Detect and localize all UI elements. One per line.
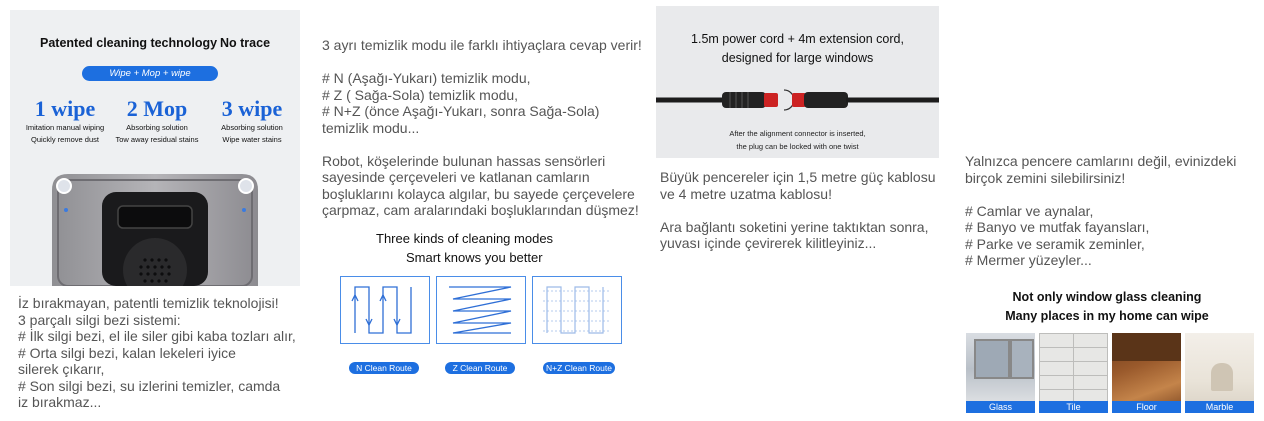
n-route-path (341, 277, 429, 343)
robot-illustration (40, 160, 270, 286)
step-3 (204, 96, 300, 146)
nz-route-path (533, 277, 621, 343)
z-route-diagram (436, 276, 526, 344)
wipe-mop-pill: Wipe + Mop + wipe (82, 66, 218, 81)
header-right: No trace (220, 36, 271, 50)
connector-illustration (656, 80, 939, 124)
step-line1: Absorbing solution (221, 123, 283, 132)
tile-label: Floor (1112, 401, 1181, 413)
chair-shape (1211, 363, 1233, 391)
modes-heading: Three kinds of cleaning modes (376, 231, 554, 246)
panel2-text: 3 ayrı temizlik modu ile farklı ihtiyaçlara cevap verir! # N (Aşağı-Yukarı) temizlik modu, # Z ( Sağa-Sola) temizlik modu, # N+Z (önce Aşağı-Yukarı, sonra Sağa-Sola) temizlik modu... Robot, köşelerinde bulunan hassas sensörleri sayesinde çerçeveleri ve katlanan camların boşluklarını kolayca algılar, bu sayede çerçevelere çarpmaz, cam aralarındaki boşluklarından düşmez! (322, 37, 642, 218)
step-line1: Imitation manual wiping (25, 123, 105, 132)
furniture-shape (1112, 333, 1181, 361)
step-line2: Wipe water stains (222, 135, 282, 144)
step-title: 1 wipe (34, 96, 96, 121)
nz-route-diagram (532, 276, 622, 344)
cleaning-technology-image (10, 10, 300, 286)
step-line2: Quickly remove dust (31, 135, 99, 144)
cord-line2: designed for large windows (721, 51, 874, 65)
cord-note1: After the alignment connector is inserted, (729, 129, 866, 138)
tile-floor (1112, 333, 1181, 413)
panel3-text: Büyük pencereler için 1,5 metre güç kablosu ve 4 metre uzatma kablosu! Ara bağlantı soketini yerine taktıktan sonra, yuvası içinde çevirerek kilitleyiniz... (660, 169, 936, 251)
tile-glass (966, 333, 1035, 413)
window-shape (1010, 339, 1034, 379)
step-title: 3 wipe (221, 96, 283, 121)
n-route-label: N Clean Route (349, 362, 419, 374)
panel4-text: Yalnızca pencere camlarını değil, evinizdeki birçok zemini silebilirsiniz! # Camlar ve aynalar, # Banyo ve mutfak fayansları, # Parke ve seramik zeminler, # Mermer yüzeyler... (965, 153, 1237, 268)
tile-label: Glass (966, 401, 1035, 413)
modes-subheading: Smart knows you better (406, 250, 543, 265)
surfaces-subheading: Many places in my home can wipe (1005, 309, 1209, 323)
n-route-diagram (340, 276, 430, 344)
tile-marble (1185, 333, 1254, 413)
panel1-caption: İz bırakmayan, patentli temizlik teknolojisi! 3 parçalı silgi bezi sistemi: # İlk silgi bezi, el ile siler gibi kaba tozları alır, # Orta silgi bezi, kalan lekeleri iyice silerek çıkarır, # Son silgi bezi, su izlerini temizler, camda iz bırakmaz... (18, 295, 296, 410)
power-cord-image (656, 6, 939, 158)
step-line2: Tow away residual stains (115, 135, 199, 144)
tile-label: Marble (1185, 401, 1254, 413)
header-left: Patented cleaning technology (40, 36, 218, 50)
tile-label: Tile (1039, 401, 1108, 413)
step-1 (20, 96, 110, 146)
cord-line1: 1.5m power cord + 4m extension cord, (691, 32, 904, 46)
step-line1: Absorbing solution (126, 123, 188, 132)
surfaces-heading: Not only window glass cleaning (1012, 290, 1202, 304)
z-route-path (437, 277, 525, 343)
nz-route-label: N+Z Clean Route (543, 362, 615, 374)
cord-note2: the plug can be locked with one twist (736, 142, 859, 151)
step-2 (110, 96, 204, 146)
tile-tile (1039, 333, 1108, 413)
window-shape (974, 339, 1010, 379)
step-title: 2 Mop (126, 96, 188, 121)
z-route-label: Z Clean Route (445, 362, 515, 374)
